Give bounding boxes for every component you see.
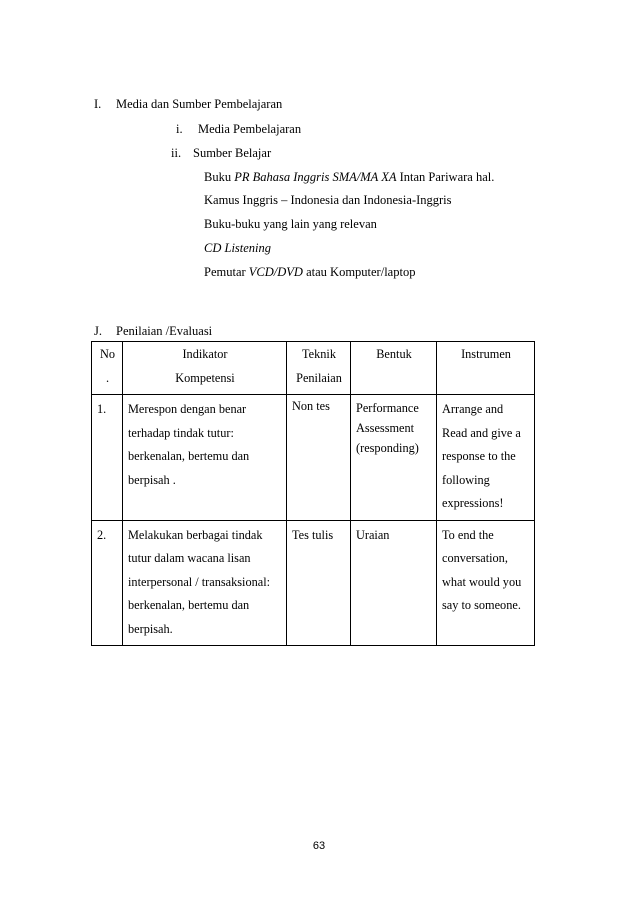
subsection-i-number: i. — [176, 122, 183, 136]
source-player-prefix: Pemutar — [204, 265, 249, 279]
table-row — [92, 520, 535, 646]
source-book-prefix: Buku — [204, 170, 235, 184]
section-j-heading — [94, 323, 212, 339]
page-number: 63 — [312, 840, 326, 852]
subsection-ii-title: Sumber Belajar — [193, 146, 272, 160]
header-indikator: Indikator Kompetensi — [123, 342, 287, 395]
cell-indikator: Melakukan berbagai tindak tutur dalam wacana lisan interpersonal / transaksional: berkenalan, bertemu dan berpisah. — [123, 520, 287, 646]
table-header-row — [92, 342, 535, 395]
cell-bentuk: Uraian — [351, 520, 437, 646]
source-item-dictionary: Kamus Inggris – Indonesia dan Indonesia-Inggris — [204, 193, 452, 207]
source-player-device: VCD/DVD — [248, 265, 303, 279]
source-item-book — [204, 169, 494, 185]
subsection-i-heading — [176, 121, 301, 137]
cell-teknik: Tes tulis — [287, 520, 351, 646]
source-player-suffix: atau Komputer/laptop — [302, 265, 416, 279]
header-teknik: Teknik Penilaian — [287, 342, 351, 395]
cell-instrumen: To end the conversation, what would you say to someone. — [437, 520, 535, 646]
source-cd-title: CD Listening — [204, 241, 272, 255]
source-book-title: PR Bahasa Inggris SMA/MA XA — [234, 170, 397, 184]
cell-instrumen: Arrange and Read and give a response to the following expressions! — [437, 395, 535, 521]
cell-no: 2. — [92, 520, 123, 646]
evaluation-table — [91, 341, 535, 646]
cell-indikator: Merespon dengan benar terhadap tindak tutur: berkenalan, bertemu dan berpisah . — [123, 395, 287, 521]
cell-bentuk: Performance Assessment (responding) — [351, 395, 437, 521]
cell-no: 1. — [92, 395, 123, 521]
subsection-ii-heading — [171, 145, 271, 161]
section-j-number: J. — [94, 324, 102, 338]
source-item-cd — [204, 240, 271, 256]
section-i-heading — [94, 96, 282, 112]
section-j-title: Penilaian /Evaluasi — [116, 324, 213, 338]
subsection-ii-number: ii. — [171, 146, 182, 160]
table-row — [92, 395, 535, 521]
source-book-suffix: Intan Pariwara hal. — [396, 170, 495, 184]
section-i-number: I. — [94, 97, 102, 111]
header-instrumen: Instrumen — [437, 342, 535, 395]
header-bentuk: Bentuk — [351, 342, 437, 395]
source-item-other-books: Buku-buku yang lain yang relevan — [204, 217, 377, 231]
section-i-title: Media dan Sumber Pembelajaran — [116, 97, 283, 111]
source-item-player — [204, 264, 415, 280]
header-no: No . — [92, 342, 123, 395]
subsection-i-title: Media Pembelajaran — [198, 122, 302, 136]
cell-teknik: Non tes — [287, 395, 351, 521]
